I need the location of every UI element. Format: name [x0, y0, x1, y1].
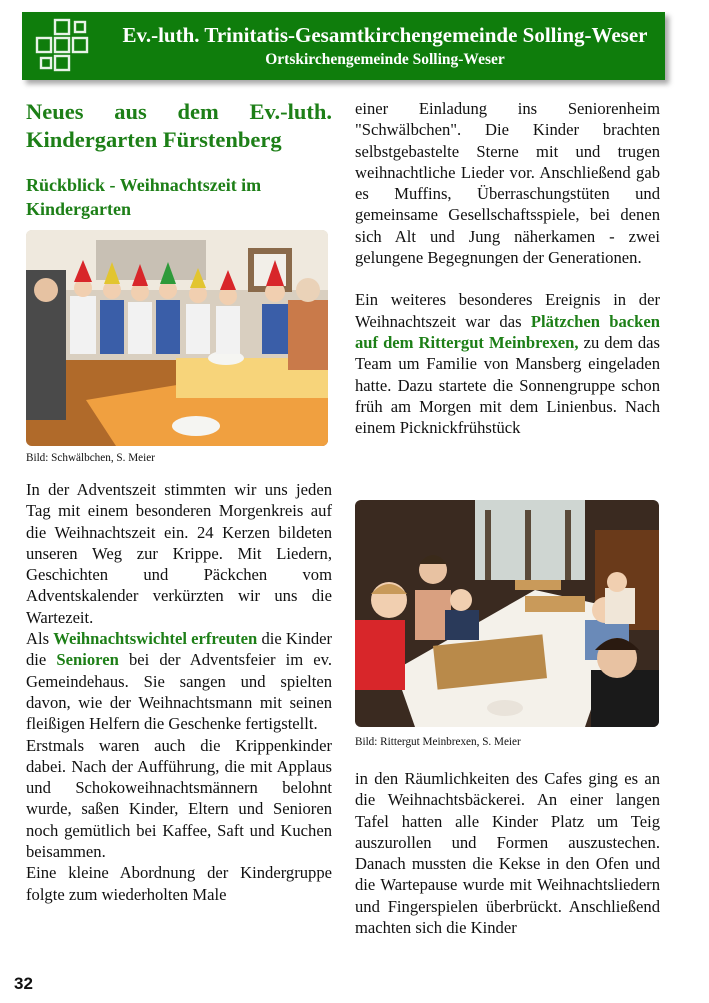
header-banner: [22, 12, 665, 80]
right-column-continued: [355, 768, 660, 938]
crosses-logo-icon: [33, 18, 95, 76]
page-number: 32: [14, 974, 33, 993]
article-title: Neues aus dem Ev.-luth. Kindergarten Fürstenberg: [26, 99, 332, 152]
left-column: [26, 98, 332, 905]
photo-rittergut: [355, 500, 659, 727]
left-body-text: [26, 479, 332, 905]
paragraph: einer Einladung ins Seniorenheim "Schwälbchen". Die Kinder brachten selbstgebastelte Sterne mit und trugen weihnachtliche Lieder vor. Anschließend gab es Muffins, Überraschungstüten und gemeinsame Gesellschaftsspiele, bei denen sich Alt und Jung näherkamen - zwei gelungene Begegnungen der Generationen.: [355, 99, 660, 268]
highlight-text: Plätzchen backen auf dem Rittergut Meinbrexen,: [355, 311, 660, 352]
header-title: Ev.-luth. Trinitatis-Gesamtkirchengemeinde Solling-Weser: [122, 23, 648, 47]
paragraph: Ein weiteres besonderes Ereignis in der Weihnachtszeit war das Plätzchen backen auf dem Rittergut Meinbrexen, zu dem das Team um Familie von Mansberg eingeladen hatte. Dazu startete die Sonnengruppe schon früh am Morgen mit dem Linienbus. Nach einem Picknickfrühstück: [355, 290, 661, 438]
header-subtitle: Ortskirchengemeinde Solling-Weser: [265, 51, 505, 68]
photo-seniorenheim: [26, 230, 328, 446]
paragraph: Als Weihnachtswichtel erfreuten die Kinder die Senioren bei der Adventsfeier im ev. Gemeindehaus. Sie sangen und spielten davon, wie der Weihnachtsmann mit seinen fleißigen Helfern die Geschenke fertigstellt.: [26, 629, 333, 734]
paragraph: Erstmals waren auch die Krippenkinder dabei. Nach der Aufführung, die mit Applaus und Schokoweihnachtsmännern belohnt wurde, saßen Kinder, Eltern und Senioren noch gemütlich bei Kaffee, Saft und Kuchen beisammen.: [26, 735, 332, 862]
paragraph: Eine kleine Abordnung der Kindergruppe folgte zum wiederholten Male: [26, 863, 332, 904]
photo2-caption: Bild: Rittergut Meinbrexen, S. Meier: [355, 736, 521, 748]
paragraph: in den Räumlichkeiten des Cafes ging es an die Weihnachtsbäckerei. An einer langen Tafel hatten alle Kinder Platz um Teig auszurollen und Formen auszustechen. Danach mussten die Kekse in den Ofen und die Wartepause wurde mit Weihnachtsliedern und Fingerspielen überbrückt. Anschließend machten sich die Kinder: [355, 769, 660, 938]
right-column: [355, 98, 660, 438]
highlight-text: Weihnachtswichtel erfreuten: [53, 629, 258, 649]
section-title: Rückblick - Weihnachtszeit im Kindergarten: [26, 175, 262, 219]
paragraph: In der Adventszeit stimmten wir uns jeden Tag mit einem besonderen Morgenkreis auf die Weihnachtszeit ein. 24 Kerzen bildeten unseren Weg zur Krippe. Mit Liedern, Geschichten und Päckchen vom Adventskalender verkürzten wir uns die Wartezeit.: [26, 480, 332, 627]
photo1-caption: Bild: Schwälbchen, S. Meier: [26, 452, 155, 464]
highlight-text: Senioren: [56, 650, 119, 670]
